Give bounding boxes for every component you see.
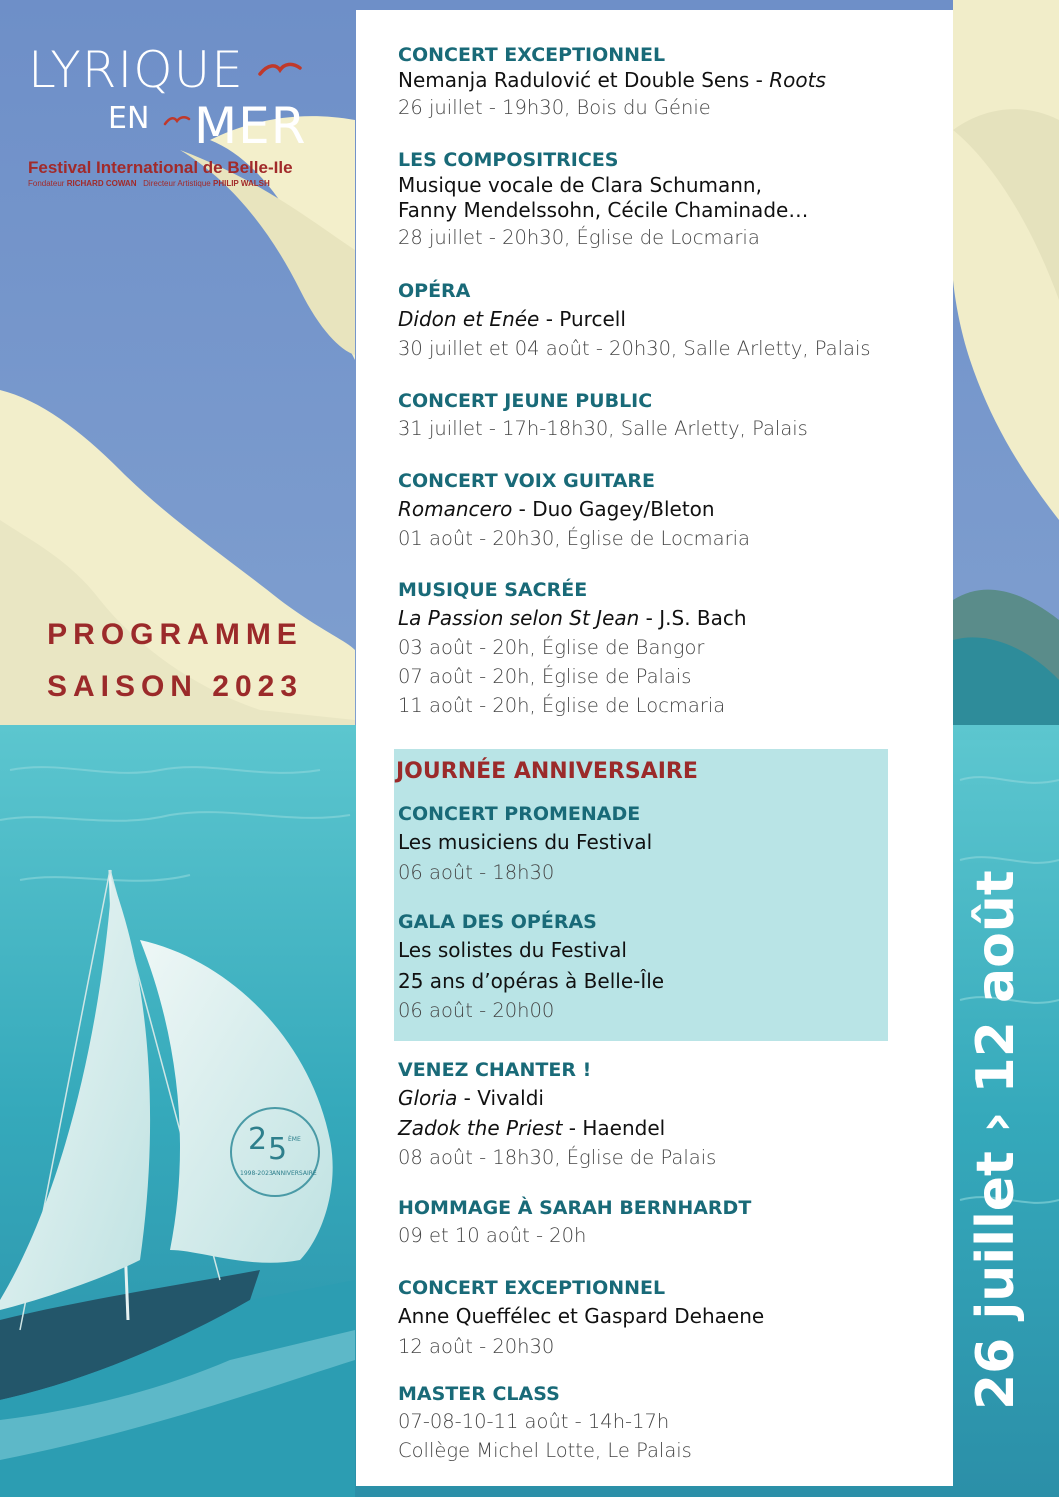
event-jeune-public <box>398 388 943 443</box>
season-title: SAISON 2023 <box>46 670 304 703</box>
festival-dates <box>965 870 1045 1470</box>
event-gala-operas <box>398 909 878 1025</box>
work-title: Zadok the Priest <box>398 1116 563 1140</box>
event-concert-exceptionnel-2 <box>398 1275 943 1361</box>
event-musique-sacree <box>398 577 943 720</box>
event-date: 30 juillet et 04 août - 20h30, Salle Arletty, Palais <box>398 337 871 360</box>
event-date: 07 août - 20h, Église de Palais <box>398 665 692 688</box>
founder-label: Fondateur <box>28 179 65 188</box>
work-title: Didon et Enée <box>398 307 540 331</box>
event-date: 07-08-10-11 août - 14h-17h <box>398 1410 670 1433</box>
event-line: Anne Queffélec et Gaspard Dehaene <box>398 1304 765 1328</box>
event-master-class <box>398 1381 943 1465</box>
program-card <box>356 10 953 1486</box>
event-concert-exceptionnel-1 <box>398 42 943 122</box>
badge-digit-5: 5 <box>268 1132 288 1167</box>
event-title: HOMMAGE À SARAH BERNHARDT <box>398 1197 752 1219</box>
work-title: Romancero <box>398 497 513 521</box>
event-concert-promenade <box>398 801 878 887</box>
separator: - <box>562 1116 583 1140</box>
event-date: 06 août - 18h30 <box>398 861 555 884</box>
event-line <box>398 603 943 633</box>
badge-digit-2: 2 <box>248 1122 268 1157</box>
event-date: Collège Michel Lotte, Le Palais <box>398 1439 692 1462</box>
composer: Haendel <box>582 1116 666 1140</box>
founder-name: RICHARD COWAN <box>66 179 137 188</box>
separator: - <box>457 1086 478 1110</box>
separator: - <box>512 497 533 521</box>
event-title: CONCERT JEUNE PUBLIC <box>398 390 653 412</box>
logo-mer: MER <box>194 97 307 155</box>
event-line: 25 ans d’opéras à Belle-Île <box>398 969 665 993</box>
event-title: MASTER CLASS <box>398 1383 560 1405</box>
composer: J.S. Bach <box>659 606 747 630</box>
anniversary-section <box>394 749 888 1041</box>
event-title: MUSIQUE SACRÉE <box>398 579 588 601</box>
event-title: LES COMPOSITRICES <box>398 149 619 171</box>
event-date: 31 juillet - 17h-18h30, Salle Arletty, Palais <box>398 417 808 440</box>
event-date: 03 août - 20h, Église de Bangor <box>398 636 705 659</box>
event-opera <box>398 278 943 363</box>
anniversary-badge <box>240 1118 320 1188</box>
event-line <box>398 1083 943 1113</box>
small-seagull-icon <box>163 114 191 126</box>
director-label: Directeur Artistique <box>143 179 211 188</box>
work-title: La Passion selon St Jean <box>398 606 640 630</box>
programme-title: PROGRAMME <box>47 618 303 651</box>
work-title: Gloria <box>398 1086 458 1110</box>
composer: Purcell <box>559 307 626 331</box>
badge-years: 1998-2023 <box>240 1170 273 1177</box>
event-date: 11 août - 20h, Église de Locmaria <box>398 694 726 717</box>
event-line: Les musiciens du Festival <box>398 830 653 854</box>
separator: - <box>539 307 560 331</box>
director-name: PHILIP WALSH <box>212 179 270 188</box>
event-date: 12 août - 20h30 <box>398 1335 555 1358</box>
event-hommage-sarah-bernhardt <box>398 1195 943 1250</box>
logo-credits <box>28 179 270 188</box>
logo-en: EN <box>108 101 150 136</box>
logo-subtitle: Festival International de Belle-Ile <box>28 158 293 177</box>
performers: Nemanja Radulović et Double Sens - <box>398 68 770 92</box>
logo-lyrique: LYRIQUE <box>28 41 244 99</box>
event-line: Les solistes du Festival <box>398 938 627 962</box>
event-compositrices <box>398 147 943 252</box>
event-date: 26 juillet - 19h30, Bois du Génie <box>398 96 711 119</box>
event-venez-chanter <box>398 1057 943 1172</box>
event-line: Fanny Mendelssohn, Cécile Chaminade… <box>398 198 809 222</box>
event-date: 06 août - 20h00 <box>398 999 555 1022</box>
separator: - <box>639 606 660 630</box>
event-date: 08 août - 18h30, Église de Palais <box>398 1146 717 1169</box>
event-line <box>398 1113 943 1143</box>
seagull-icon <box>258 60 302 78</box>
event-title: CONCERT PROMENADE <box>398 803 641 825</box>
event-line <box>398 68 943 93</box>
event-title: OPÉRA <box>398 280 471 302</box>
anniversary-title: JOURNÉE ANNIVERSAIRE <box>396 759 698 784</box>
event-title: GALA DES OPÉRAS <box>398 911 597 933</box>
composer: Duo Gagey/Bleton <box>532 497 715 521</box>
badge-suffix: ÈME <box>288 1136 301 1143</box>
event-line: Musique vocale de Clara Schumann, <box>398 173 762 197</box>
festival-dates-text: 26 juillet › 12 août <box>966 870 1026 1410</box>
event-title: CONCERT VOIX GUITARE <box>398 470 656 492</box>
event-title: CONCERT EXCEPTIONNEL <box>398 44 666 66</box>
event-date: 01 août - 20h30, Église de Locmaria <box>398 527 750 550</box>
event-voix-guitare <box>398 468 943 553</box>
event-line <box>398 494 943 524</box>
event-title: CONCERT EXCEPTIONNEL <box>398 1277 666 1299</box>
festival-logo <box>28 40 338 200</box>
work-title: Roots <box>769 68 826 92</box>
composer: Vivaldi <box>477 1086 544 1110</box>
event-title: VENEZ CHANTER ! <box>398 1059 592 1081</box>
event-date: 28 juillet - 20h30, Église de Locmaria <box>398 226 760 249</box>
badge-word: ANNIVERSAIRE <box>272 1170 317 1177</box>
event-line <box>398 304 943 334</box>
event-date: 09 et 10 août - 20h <box>398 1224 587 1247</box>
